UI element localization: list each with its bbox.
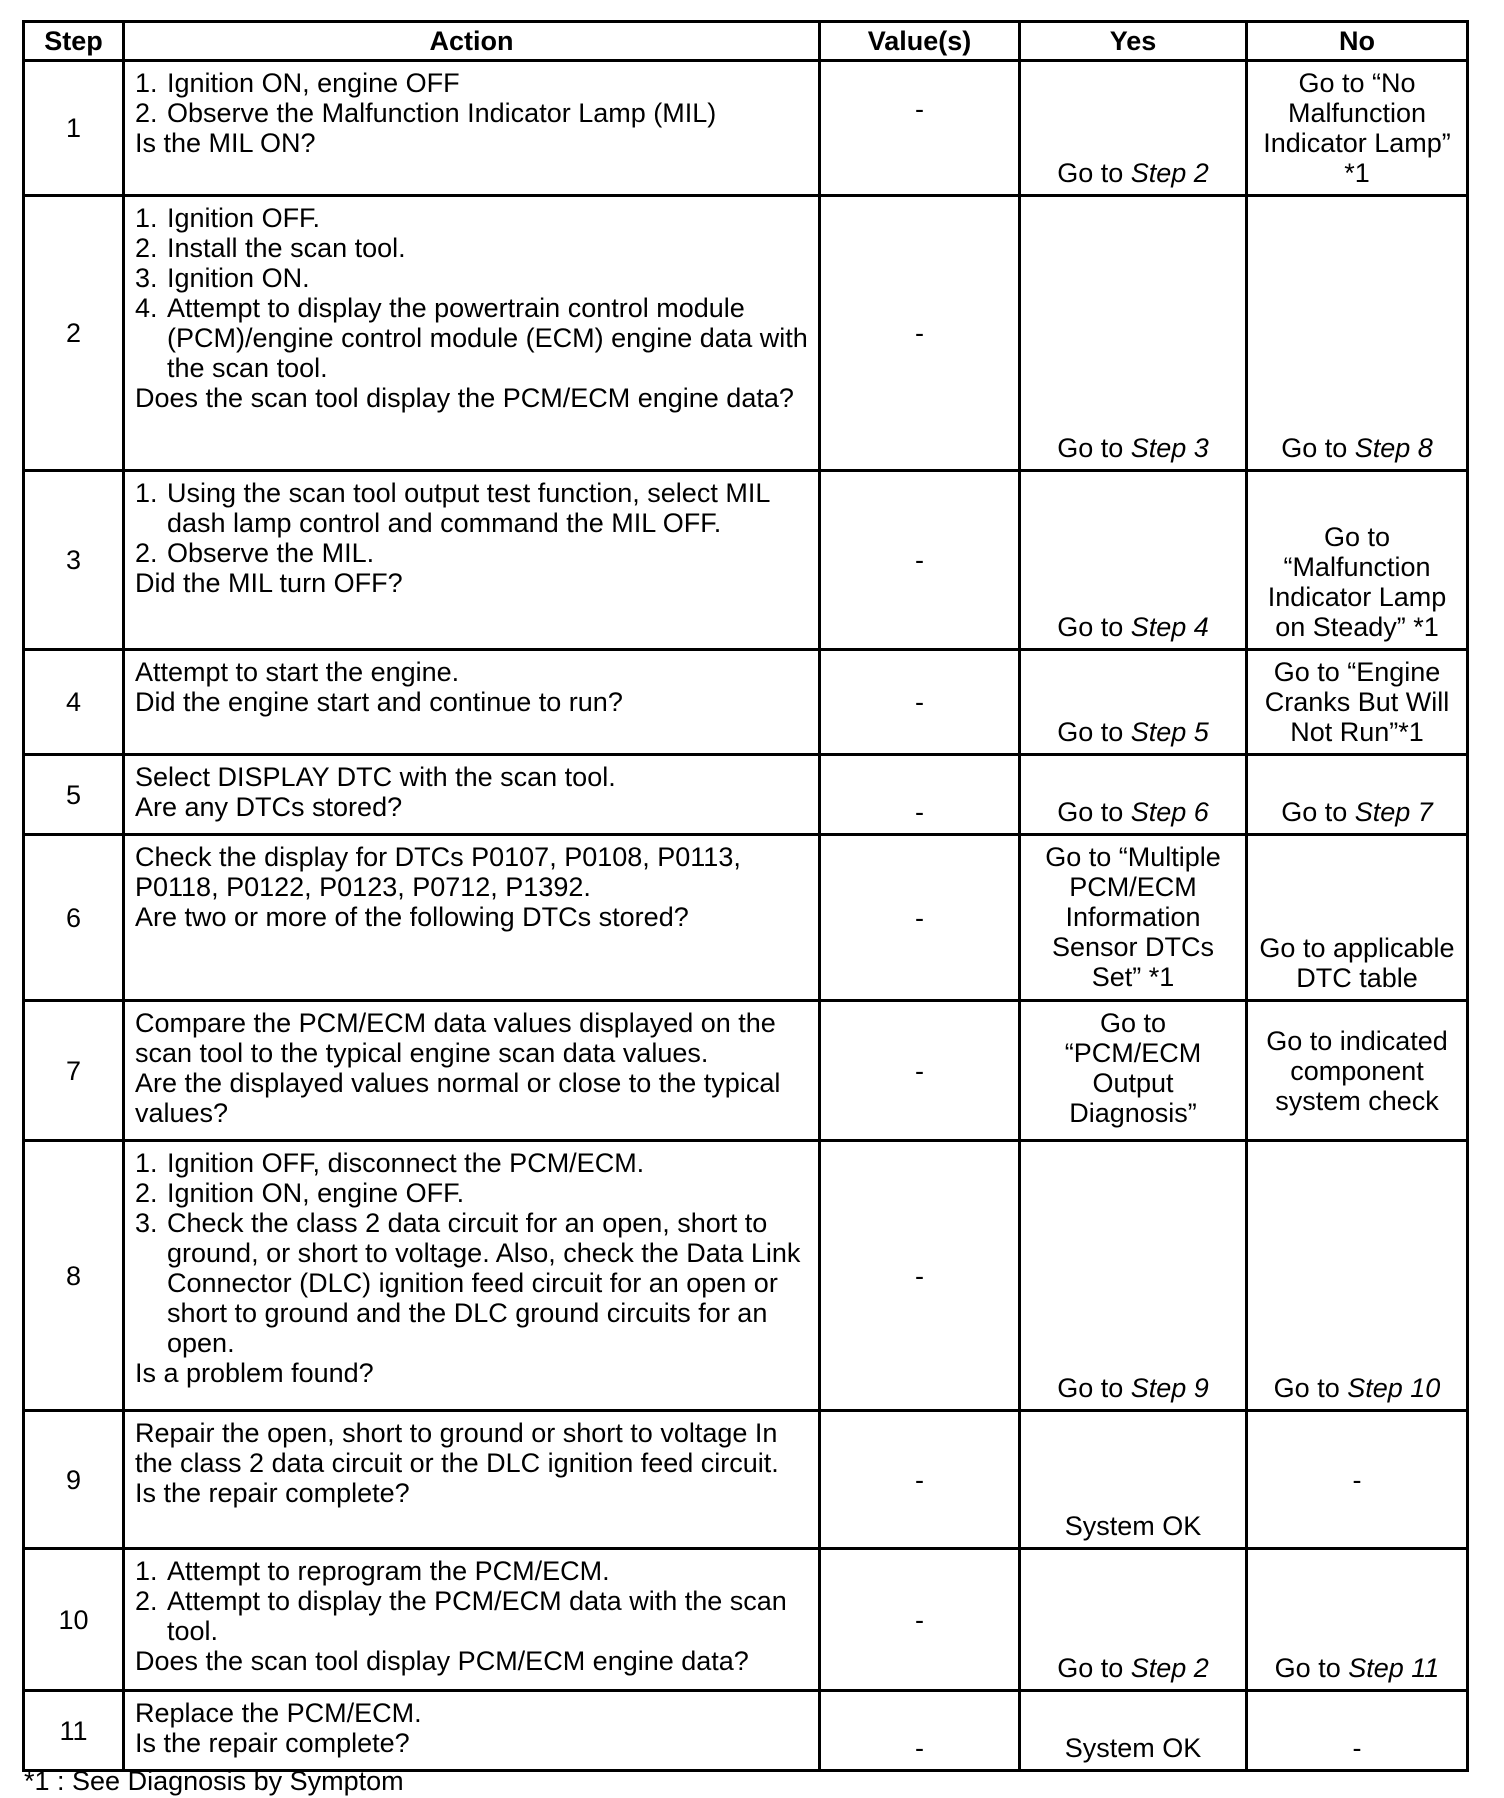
action-line: Replace the PCM/ECM. bbox=[135, 1698, 422, 1728]
yes-cell: System OK bbox=[1020, 1411, 1247, 1549]
value-cell: - bbox=[820, 61, 1020, 196]
value-cell: - bbox=[820, 755, 1020, 835]
value-cell: - bbox=[820, 1141, 1020, 1411]
no-cell: Go to indicated component system check bbox=[1247, 1001, 1468, 1141]
table-header-row bbox=[24, 22, 1468, 61]
step-link: Step 5 bbox=[1130, 717, 1209, 747]
action-question: Is a problem found? bbox=[135, 1358, 374, 1388]
step-link: Step 11 bbox=[1348, 1653, 1440, 1683]
table-row bbox=[24, 61, 1468, 196]
action-item: 1. Ignition ON, engine OFF bbox=[135, 68, 460, 98]
step-link: Step 2 bbox=[1130, 158, 1209, 188]
step-link: Step 2 bbox=[1130, 1653, 1209, 1683]
action-question: Is the MIL ON? bbox=[135, 128, 316, 158]
value-cell: - bbox=[820, 1549, 1020, 1691]
action-cell bbox=[124, 1691, 820, 1771]
table-row bbox=[24, 471, 1468, 650]
step-number: 11 bbox=[24, 1691, 124, 1771]
no-cell: - bbox=[1247, 1411, 1468, 1549]
action-question: Are the displayed values normal or close to the typical values? bbox=[135, 1068, 781, 1128]
no-cell: Go to “Malfunction Indicator Lamp on Steady” *1 bbox=[1247, 471, 1468, 650]
no-cell: Go to “Engine Cranks But Will Not Run”*1 bbox=[1247, 650, 1468, 755]
table-row bbox=[24, 1001, 1468, 1141]
action-cell bbox=[124, 1001, 820, 1141]
yes-cell: Go to “Multiple PCM/ECM Information Sensor DTCs Set” *1 bbox=[1020, 835, 1247, 1001]
table-row bbox=[24, 1141, 1468, 1411]
action-cell bbox=[124, 755, 820, 835]
yes-cell: Go to Step 6 bbox=[1020, 755, 1247, 835]
value-cell: - bbox=[820, 471, 1020, 650]
action-cell bbox=[124, 835, 820, 1001]
yes-cell: Go to Step 2 bbox=[1020, 1549, 1247, 1691]
no-cell: Go to “No Malfunction Indicator Lamp” *1 bbox=[1247, 61, 1468, 196]
diagnostic-table bbox=[22, 20, 1469, 1772]
header-no: No bbox=[1247, 22, 1468, 61]
action-question: Did the MIL turn OFF? bbox=[135, 568, 403, 598]
action-question: Does the scan tool display the PCM/ECM engine data? bbox=[135, 383, 794, 413]
action-cell bbox=[124, 61, 820, 196]
action-question: Is the repair complete? bbox=[135, 1478, 410, 1508]
action-item: 1. Attempt to reprogram the PCM/ECM. bbox=[135, 1556, 610, 1586]
yes-cell: Go to Step 4 bbox=[1020, 471, 1247, 650]
no-cell: Go to Step 11 bbox=[1247, 1549, 1468, 1691]
action-cell bbox=[124, 1411, 820, 1549]
step-number: 1 bbox=[24, 61, 124, 196]
value-cell: - bbox=[820, 1691, 1020, 1771]
yes-cell: Go to Step 3 bbox=[1020, 196, 1247, 471]
action-line: Attempt to start the engine. bbox=[135, 657, 460, 687]
yes-cell: System OK bbox=[1020, 1691, 1247, 1771]
step-link: Step 9 bbox=[1130, 1373, 1209, 1403]
action-cell bbox=[124, 196, 820, 471]
value-cell: - bbox=[820, 196, 1020, 471]
action-cell bbox=[124, 471, 820, 650]
action-question: Are two or more of the following DTCs stored? bbox=[135, 902, 689, 932]
step-number: 3 bbox=[24, 471, 124, 650]
table-row bbox=[24, 196, 1468, 471]
action-question: Are any DTCs stored? bbox=[135, 792, 403, 822]
no-cell: Go to applicable DTC table bbox=[1247, 835, 1468, 1001]
header-value: Value(s) bbox=[820, 22, 1020, 61]
action-line: Check the display for DTCs P0107, P0108, P0113, P0118, P0122, P0123, P0712, P1392. bbox=[135, 842, 741, 902]
action-item: 2. Observe the MIL. bbox=[135, 538, 375, 568]
step-link: Step 4 bbox=[1130, 612, 1209, 642]
no-cell: Go to Step 10 bbox=[1247, 1141, 1468, 1411]
step-number: 9 bbox=[24, 1411, 124, 1549]
value-cell: - bbox=[820, 1001, 1020, 1141]
step-link: Step 7 bbox=[1354, 797, 1433, 827]
table-row bbox=[24, 1549, 1468, 1691]
no-cell: - bbox=[1247, 1691, 1468, 1771]
step-number: 2 bbox=[24, 196, 124, 471]
header-yes: Yes bbox=[1020, 22, 1247, 61]
value-cell: - bbox=[820, 835, 1020, 1001]
action-item: 2. Ignition ON, engine OFF. bbox=[135, 1178, 465, 1208]
action-cell bbox=[124, 650, 820, 755]
yes-cell: Go to Step 5 bbox=[1020, 650, 1247, 755]
table-row bbox=[24, 1411, 1468, 1549]
action-cell bbox=[124, 1141, 820, 1411]
step-number: 6 bbox=[24, 835, 124, 1001]
step-number: 4 bbox=[24, 650, 124, 755]
step-number: 7 bbox=[24, 1001, 124, 1141]
value-cell: - bbox=[820, 650, 1020, 755]
step-number: 10 bbox=[24, 1549, 124, 1691]
table-row bbox=[24, 835, 1468, 1001]
action-question: Did the engine start and continue to run? bbox=[135, 687, 623, 717]
action-item: 1. Ignition OFF, disconnect the PCM/ECM. bbox=[135, 1148, 645, 1178]
action-item: 2. Install the scan tool. bbox=[135, 233, 406, 263]
step-link: Step 10 bbox=[1347, 1373, 1441, 1403]
action-question: Is the repair complete? bbox=[135, 1728, 410, 1758]
footnote: *1 : See Diagnosis by Symptom bbox=[24, 1766, 404, 1796]
action-item: 3. Ignition ON. bbox=[135, 263, 310, 293]
action-line: Repair the open, short to ground or short to voltage In the class 2 data circuit or the DLC ignition feed circuit. bbox=[135, 1418, 779, 1478]
action-item: 1. Using the scan tool output test function, select MIL dash lamp control and command the MIL OFF. bbox=[135, 478, 770, 538]
table-row bbox=[24, 650, 1468, 755]
table-row bbox=[24, 755, 1468, 835]
action-item: 2. Observe the Malfunction Indicator Lamp (MIL) bbox=[135, 98, 717, 128]
action-cell bbox=[124, 1549, 820, 1691]
no-cell: Go to Step 8 bbox=[1247, 196, 1468, 471]
step-link: Step 6 bbox=[1130, 797, 1209, 827]
step-link: Step 3 bbox=[1130, 433, 1209, 463]
action-item: 2. Attempt to display the PCM/ECM data with the scan tool. bbox=[135, 1586, 787, 1646]
action-item: 4. Attempt to display the powertrain control module (PCM)/engine control module (ECM) engine data with the scan tool. bbox=[135, 293, 808, 383]
yes-cell: Go to Step 9 bbox=[1020, 1141, 1247, 1411]
action-item: 1. Ignition OFF. bbox=[135, 203, 321, 233]
yes-cell: Go to “PCM/ECM Output Diagnosis” bbox=[1020, 1001, 1247, 1141]
action-line: Compare the PCM/ECM data values displayed on the scan tool to the typical engine scan data values. bbox=[135, 1008, 776, 1068]
step-number: 8 bbox=[24, 1141, 124, 1411]
no-cell: Go to Step 7 bbox=[1247, 755, 1468, 835]
step-number: 5 bbox=[24, 755, 124, 835]
value-cell: - bbox=[820, 1411, 1020, 1549]
action-item: 3. Check the class 2 data circuit for an open, short to ground, or short to voltage. Also, check the Data Link Connector (DLC) ignition feed circuit for an open or short to ground and the DLC ground circuits for an open. bbox=[135, 1208, 801, 1358]
header-action: Action bbox=[124, 22, 820, 61]
yes-cell: Go to Step 2 bbox=[1020, 61, 1247, 196]
table-row bbox=[24, 1691, 1468, 1771]
action-question: Does the scan tool display PCM/ECM engine data? bbox=[135, 1646, 749, 1676]
header-step: Step bbox=[24, 22, 124, 61]
step-link: Step 8 bbox=[1354, 433, 1433, 463]
action-line: Select DISPLAY DTC with the scan tool. bbox=[135, 762, 616, 792]
